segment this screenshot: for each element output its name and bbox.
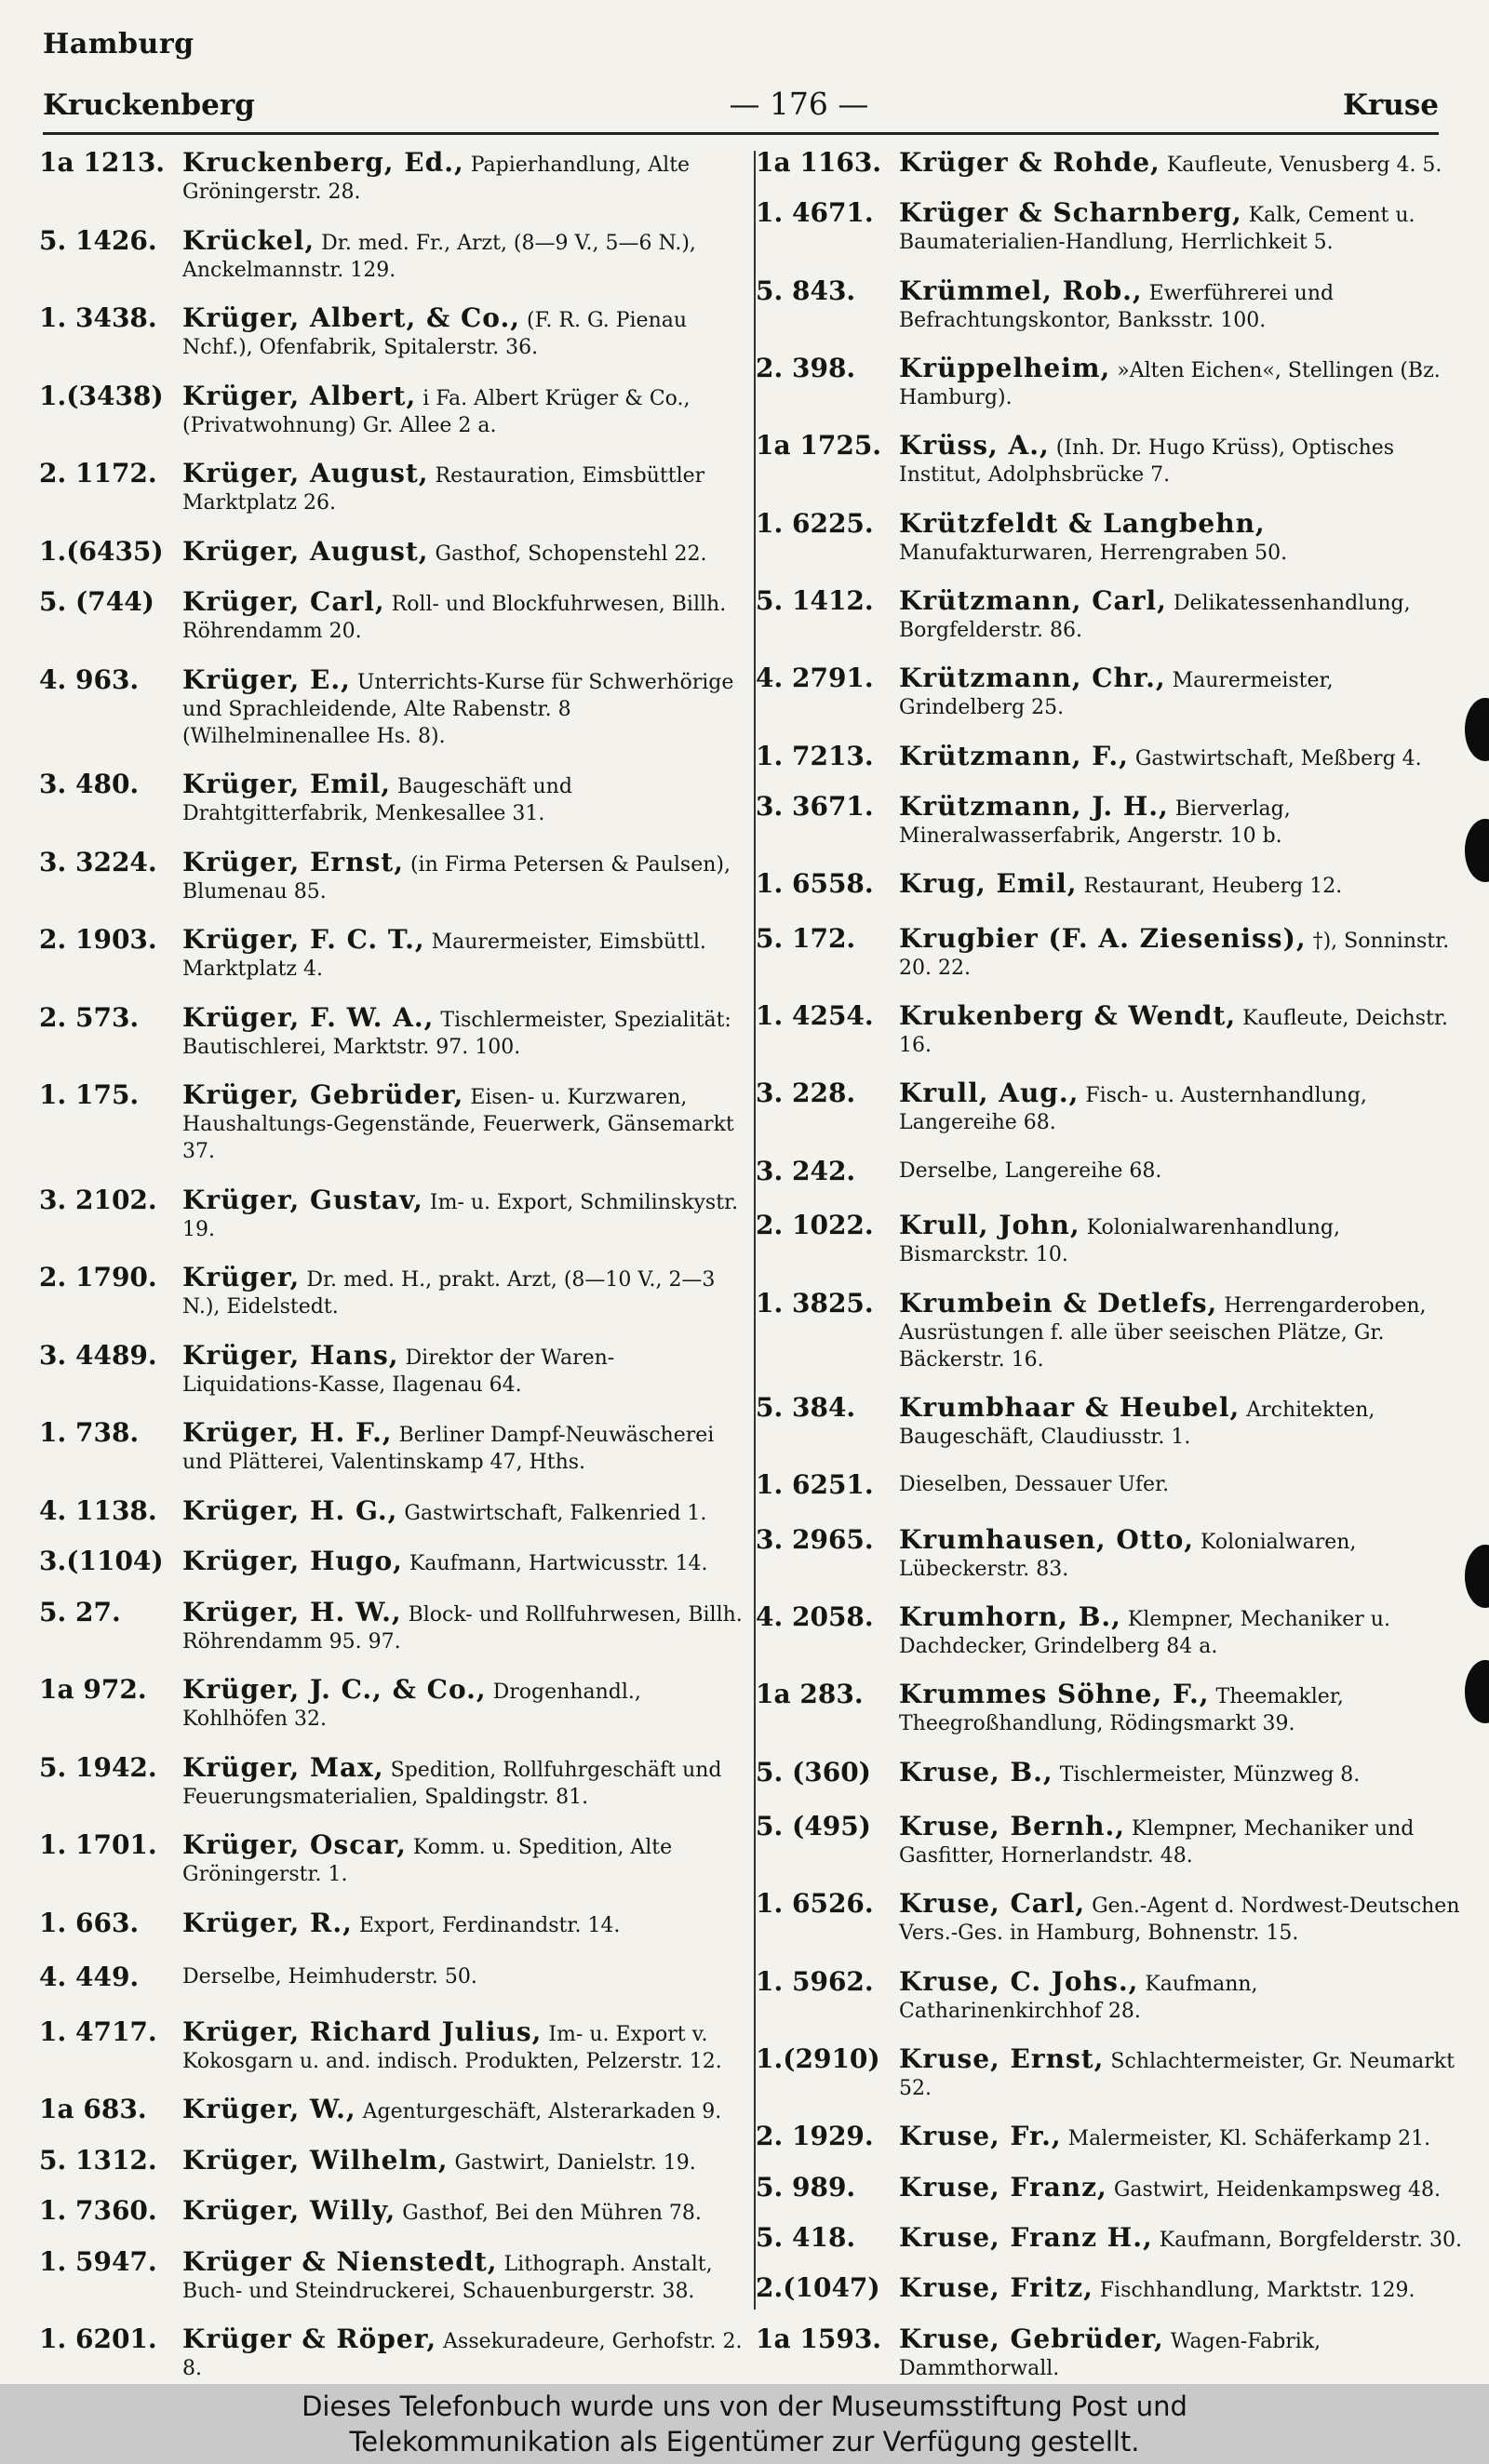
directory-entry [39,1339,748,1399]
directory-entry [756,507,1465,567]
phone-number: 1a 972. [39,1674,147,1705]
directory-entry [756,922,1465,982]
phone-number: 5. 418. [756,2221,856,2253]
subscriber-name: Krüger, Hans, [182,1339,399,1371]
running-header [43,86,1439,122]
subscriber-name: Krüger, H. F., [182,1417,393,1448]
subscriber-details: Fisch- u. Austernhandlung, Langereihe 68. [899,1084,1367,1135]
subscriber-name: Krüger, J. C., & Co., [182,1674,487,1705]
phone-number: 5. 384. [756,1391,856,1423]
subscriber-name: Krüger, Gustav, [182,1184,423,1215]
directory-entry [39,1081,748,1165]
directory-entry [39,2245,748,2305]
directory-entry [39,1909,748,1943]
subscriber-name: Krull, John, [899,1210,1080,1241]
phone-number: 5. 1426. [39,224,157,256]
subscriber-details: Derselbe, Langereihe 68. [899,1158,1162,1183]
phone-number: 5. 1942. [39,1751,157,1783]
phone-number: 1a 683. [39,2094,147,2124]
directory-entry [39,926,748,983]
directory-entry [756,1002,1465,1059]
subscriber-name: Krüger, Hugo, [182,1546,403,1576]
directory-entry [756,664,1465,721]
subscriber-details: Delikatessenhandlung, Borgfelderstr. 86. [899,592,1411,643]
phone-number: 4. 1138. [39,1494,157,1526]
subscriber-details: Gastwirt, Heidenkampsweg 48. [1113,2177,1441,2202]
subscriber-details: Dr. med. Fr., Arzt, (8—9 V., 5—6 N.), Anckelmannstr. 129. [182,231,696,282]
directory-entry [39,663,748,750]
directory-entry [756,793,1465,850]
directory-entry [39,382,748,439]
first-entry-heading: Kruckenberg [43,88,255,122]
subscriber-details: Architekten, Baugeschäft, Claudiusstr. 1. [899,1398,1375,1449]
subscriber-name: Kruse, Franz H., [899,2221,1153,2253]
directory-entry [756,2221,1465,2254]
subscriber-name: Krüger & Scharnberg, [899,197,1242,229]
directory-entry [756,355,1465,411]
subscriber-name: Krützmann, F., [899,740,1129,771]
city-heading: Hamburg [43,28,195,60]
phone-number: 1a 283. [756,1679,864,1710]
subscriber-details: Restaurant, Heuberg 12. [1083,875,1343,899]
phone-number: 1. 1701. [39,1829,157,1860]
phone-number: 4. 2791. [756,663,874,694]
phone-number: 2. 1929. [756,2121,874,2152]
page-number: — 176 — [729,86,869,122]
phone-number: 1. 4717. [39,2015,157,2047]
phone-number: 1. 3825. [756,1287,874,1319]
subscriber-name: Krüger & Röper, [182,2323,437,2354]
subscriber-details: Direktor der Waren-Liquidations-Kasse, Ilagenau 64. [182,1346,615,1397]
phone-number: 3. 4489. [39,1339,157,1371]
phone-number: 5. 1312. [39,2144,157,2176]
subscriber-details: Ewerführerei und Befrachtungskontor, Banksstr. 100. [899,281,1335,332]
subscriber-details: Kalk, Cement u. Baumaterialien-Handlung, Herrlichkeit 5. [899,204,1415,255]
subscriber-name: Krüger, F. C. T., [182,924,425,955]
subscriber-details: (in Firma Petersen & Paulsen), Blumenau 85. [182,852,731,904]
directory-entry [39,460,748,516]
subscriber-name: Krüger, August, [182,535,429,567]
phone-number: 3. 2965. [756,1523,874,1555]
directory-entry [39,1831,748,1888]
subscriber-name: Krüger, H. G., [182,1494,398,1526]
directory-entry [39,2197,748,2227]
subscriber-details: Fischhandlung, Marktstr. 129. [1099,2279,1415,2303]
directory-entry [39,304,748,361]
subscriber-details: Im- u. Export v. Kokosgarn u. and. indisch. Produkten, Pelzerstr. 12. [182,2022,722,2073]
subscriber-details: Komm. u. Spedition, Alte Gröningerstr. 1. [182,1836,673,1886]
subscriber-details: Wagen-Fabrik, Dammthorwall. [899,2329,1321,2380]
subscriber-name: Krüger, F. W. A., [182,1001,435,1033]
directory-entry [39,588,748,645]
subscriber-details: Im- u. Export, Schmilinskystr. 19. [182,1190,739,1241]
phone-number: 2. 1790. [39,1262,157,1292]
directory-entry [756,1391,1465,1451]
subscriber-name: Krüger, Albert, [182,380,417,411]
directory-entry [756,2123,1465,2152]
subscriber-details: Maurermeister, Eimsbüttl. Marktplatz 4. [182,931,706,981]
subscriber-details: Klempner, Mechaniker u. Dachdecker, Grindelberg 84 a. [899,1607,1390,1658]
subscriber-details: Tischlermeister, Spezialität: Bautischlerei, Marktstr. 97. 100. [182,1008,731,1059]
subscriber-name: Kruckenberg, Ed., [182,147,464,178]
subscriber-name: Kruse, Fritz, [899,2272,1093,2304]
subscriber-name: Kruse, B., [899,1756,1053,1788]
directory-entry [756,432,1465,489]
subscriber-name: Krugbier (F. A. Zieseniss), [899,922,1307,954]
subscriber-name: Krumbein & Detlefs, [899,1287,1218,1319]
directory-entry [39,2015,748,2075]
directory-entry [39,2325,748,2382]
subscriber-details: (F. R. G. Pienau Nchf.), Ofenfabrik, Spitalerstr. 36. [182,309,688,359]
subscriber-details: Papierhandlung, Alte Gröningerstr. 28. [182,154,691,204]
phone-number: 3.(1104) [39,1546,164,1576]
directory-entry [756,870,1465,904]
subscriber-details: Gastwirtschaft, Meßberg 4. [1134,746,1422,770]
directory-entry [756,587,1465,644]
subscriber-details: Lithograph. Anstalt, Buch- und Steindruckerei, Schauenburgerstr. 38. [182,2252,713,2303]
directory-entry [756,1212,1465,1268]
phone-number: 3. 480. [39,769,140,799]
subscriber-details: Kaufmann, Borgfelderstr. 30. [1159,2228,1462,2252]
subscriber-details: Unterrichts-Kurse für Schwerhörige und Sprachleidende, Alte Rabenstr. 8 (Wilhelminenallee Hs. 8). [182,670,734,748]
subscriber-name: Krumbhaar & Heubel, [899,1391,1241,1423]
phone-number: 5. (360) [756,1756,871,1788]
phone-number: 1. 4671. [756,197,874,229]
subscriber-details: »Alten Eichen«, Stellingen (Bz. Hamburg). [899,359,1441,410]
subscriber-name: Kruse, Franz, [899,2171,1107,2203]
phone-number: 1. 6251. [756,1469,874,1501]
directory-entry [39,1001,748,1061]
subscriber-details: Gastwirtschaft, Falkenried 1. [404,1501,707,1525]
directory-entry [39,1264,748,1320]
phone-number: 1a 1725. [756,430,882,462]
subscriber-name: Krüger, E., [182,663,351,695]
subscriber-name: Krukenberg & Wendt, [899,1000,1237,1032]
phone-number: 5. 989. [756,2171,856,2203]
directory-entry [756,1471,1465,1505]
subscriber-details: Herrengarderoben, Ausrüstungen f. alle über seeischen Plätze, Gr. Bäckerstr. 16. [899,1293,1427,1372]
subscriber-name: Kruse, C. Johs., [899,1965,1139,1997]
subscriber-details: Roll- und Blockfuhrwesen, Billh. Röhrendamm 20. [182,593,727,643]
phone-number: 1. 7360. [39,2195,157,2226]
binding-hole [1465,698,1489,761]
phone-number: 1. 5962. [756,1965,874,1997]
subscriber-details: Export, Ferdinandstr. 14. [358,1913,621,1937]
subscriber-name: Krümmel, Rob., [899,275,1143,306]
phone-number: 5. (495) [756,1810,871,1841]
directory-entry [756,199,1465,256]
subscriber-details: Gasthof, Bei den Mühren 78. [402,2202,702,2225]
subscriber-details: Gasthof, Schopenstehl 22. [435,542,707,566]
phone-number: 3. 3671. [756,791,874,823]
phone-number: 2. 573. [39,1001,140,1033]
subscriber-name: Krützmann, J. H., [899,791,1169,823]
subscriber-name: Krüger, Wilhelm, [182,2144,449,2176]
subscriber-details: †), Sonninstr. 20. 22. [899,929,1450,980]
subscriber-name: Kruse, Carl, [899,1888,1086,1920]
phone-number: 2. 1022. [756,1210,874,1241]
subscriber-name: Krummes Söhne, F., [899,1679,1210,1710]
directory-entry [756,1756,1465,1792]
directory-entry [39,1547,748,1577]
header-rule [43,132,1439,135]
directory-entry [39,535,748,568]
subscriber-details: (Inh. Dr. Hugo Krüss), Optisches Institut, Adolphsbrücke 7. [899,436,1395,488]
subscriber-name: Krumhausen, Otto, [899,1523,1195,1555]
phone-number: 1a 1593. [756,2323,882,2354]
subscriber-details: Kolonialwaren, Lübeckerstr. 83. [899,1530,1357,1581]
subscriber-details: Block- und Rollfuhrwesen, Billh. Röhrendamm 95. 97. [182,1602,743,1654]
binding-hole [1465,819,1489,882]
subscriber-details: Dr. med. H., prakt. Arzt, (8—10 V., 2—3 N.), Eidelstedt. [182,1268,716,1319]
phone-number: 2. 1172. [39,458,157,489]
phone-number: 2. 398. [756,353,856,384]
phone-number: 5. 172. [756,922,856,954]
directory-entry [756,149,1465,179]
footer-line-2: Telekommunikation als Eigentümer zur Verfügung gestellt. [349,2426,1140,2457]
subscriber-name: Krüger, R., [182,1907,353,1938]
directory-entry [756,740,1465,772]
left-column [39,149,748,2382]
subscriber-name: Krüger, H. W., [182,1596,402,1627]
subscriber-name: Kruse, Ernst, [899,2042,1105,2074]
subscriber-details: Eisen- u. Kurzwaren, Haushaltungs-Gegenstände, Feuerwerk, Gänsemarkt 37. [182,1086,734,1163]
phone-number: 4. 963. [39,663,140,695]
directory-entry [39,149,748,206]
subscriber-name: Krückel, [182,224,315,256]
phone-number: 1. 6526. [756,1888,874,1920]
subscriber-name: Krüss, A., [899,430,1050,462]
subscriber-name: Krüger, W., [182,2094,356,2124]
directory-entry [756,2171,1465,2203]
subscriber-details: Maurermeister, Grindelberg 25. [899,669,1334,720]
subscriber-name: Kruse, Fr., [899,2121,1062,2152]
directory-entry [756,1810,1465,1869]
phone-number: 3. 3224. [39,846,157,877]
directory-entry [756,1287,1465,1373]
subscriber-details: Bierverlag, Mineralwasserfabrik, Angerstr. 10 b. [899,797,1291,849]
phone-number: 5. 843. [756,275,856,306]
subscriber-details: Malermeister, Kl. Schäferkamp 21. [1067,2127,1431,2151]
subscriber-name: Krüger, Gebrüder, [182,1079,464,1110]
subscriber-details: Dieselben, Dessauer Ufer. [899,1473,1170,1497]
directory-entry [756,2325,1465,2382]
phone-number: 2.(1047) [756,2272,880,2304]
subscriber-details: Gen.-Agent d. Nordwest-Deutschen Vers.-Ges. in Hamburg, Bohnenstr. 15. [899,1895,1460,1946]
phone-number: 1.(3438) [39,380,164,411]
subscriber-name: Krüger, Oscar, [182,1829,407,1860]
subscriber-details: i Fa. Albert Krüger & Co., (Privatwohnung) Gr. Allee 2 a. [182,386,691,437]
directory-entry [756,1681,1465,1737]
subscriber-details: Berliner Dampf-Neuwäscherei und Plätterei, Valentinskamp 47, Hths. [182,1424,715,1474]
subscriber-name: Krüger & Nienstedt, [182,2245,498,2277]
phone-number: 1. 175. [39,1079,140,1110]
binding-hole [1465,1545,1489,1608]
directory-entry [756,1523,1465,1583]
subscriber-details: Assekuradeure, Gerhofstr. 2. 8. [182,2330,743,2380]
phone-number: 1. 6201. [39,2323,157,2354]
subscriber-details: Kaufleute, Venusberg 4. 5. [1166,154,1442,177]
last-entry-heading: Kruse [1343,88,1439,122]
phone-number: 1. 5947. [39,2245,157,2277]
directory-entry [39,770,748,827]
directory-entry [39,2096,748,2125]
subscriber-details: Derselbe, Heimhuderstr. 50. [182,1965,477,1989]
directory-entry [39,1596,748,1655]
phone-number: 1. 6225. [756,507,874,539]
subscriber-details: Gastwirt, Danielstr. 19. [454,2150,696,2175]
subscriber-name: Krüger, [182,1262,301,1292]
phone-number: 1. 663. [39,1907,140,1938]
phone-number: 5. (744) [39,586,154,617]
directory-entry [756,1600,1465,1660]
phone-number: 1.(2910) [756,2042,880,2074]
subscriber-name: Krüppelheim, [899,353,1111,384]
directory-entry [39,2144,748,2176]
directory-entry [39,1494,748,1527]
phone-number: 5. 27. [39,1596,121,1627]
directory-entry [756,1079,1465,1136]
subscriber-details: Drogenhandl., Kohlhöfen 32. [182,1681,641,1731]
subscriber-name: Krull, Aug., [899,1078,1080,1109]
directory-entry [756,1155,1465,1191]
phone-number: 3. 228. [756,1078,856,1109]
phone-number: 1. 3438. [39,302,157,333]
subscriber-details: Kaufleute, Deichstr. 16. [899,1007,1448,1058]
directory-entry [39,1676,748,1733]
right-column [756,149,1465,2382]
directory-entry [756,2042,1465,2102]
subscriber-details: Restauration, Eimsbüttler Marktplatz 26. [182,464,705,515]
subscriber-details: Spedition, Rollfuhrgeschäft und Feuerungsmaterialien, Spaldingstr. 81. [182,1758,722,1809]
subscriber-name: Krüger, Albert, & Co., [182,302,520,333]
phone-number: 5. 1412. [756,585,874,617]
phone-number: 4. 2058. [756,1600,874,1632]
phone-number: 4. 449. [39,1962,140,1992]
subscriber-name: Krützfeldt & Langbehn, [899,507,1266,539]
phone-number: 1.(6435) [39,535,164,567]
directory-entry [756,2274,1465,2304]
phone-number: 1. 4254. [756,1000,874,1032]
subscriber-name: Krüger, Willy, [182,2195,396,2226]
subscriber-details: Manufakturwaren, Herrengraben 50. [899,541,1288,565]
subscriber-details: Klempner, Mechaniker und Gasfitter, Hornerlandstr. 48. [899,1816,1415,1868]
directory-entry [39,846,748,905]
subscriber-name: Krüger, Richard Julius, [182,2015,543,2047]
subscriber-name: Krumhorn, B., [899,1600,1121,1632]
phone-number: 1. 6558. [756,868,874,900]
directory-entry [39,224,748,284]
subscriber-name: Krug, Emil, [899,868,1078,900]
phone-number: 1. 738. [39,1417,140,1448]
phone-number: 1a 1163. [756,147,882,178]
subscriber-name: Krüger, August, [182,458,429,489]
directory-entry [39,1419,748,1476]
subscriber-name: Krüger, Ernst, [182,846,404,877]
phone-number: 1a 1213. [39,147,166,178]
directory-entry [39,1751,748,1811]
phone-number: 1. 7213. [756,740,874,771]
phone-number: 3. 2102. [39,1184,157,1215]
subscriber-name: Krützmann, Chr., [899,663,1166,694]
subscriber-name: Krüger, Max, [182,1751,384,1783]
subscriber-details: Tischlermeister, Münzweg 8. [1059,1762,1361,1787]
subscriber-details: Kaufmann, Hartwicusstr. 14. [409,1552,708,1575]
subscriber-name: Kruse, Bernh., [899,1810,1125,1841]
subscriber-name: Krüger & Rohde, [899,147,1160,178]
subscriber-details: Schlachtermeister, Gr. Neumarkt 52. [899,2049,1455,2100]
subscriber-name: Krüger, Emil, [182,769,392,799]
phone-number: 3. 242. [756,1155,856,1186]
subscriber-name: Krützmann, Carl, [899,585,1167,617]
footer-attribution [0,2384,1489,2464]
footer-line-1: Dieses Telefonbuch wurde uns von der Museumsstiftung Post und [302,2390,1187,2422]
subscriber-details: Baugeschäft und Drahtgitterfabrik, Menkesallee 31. [182,775,572,825]
subscriber-details: Kolonialwarenhandlung, Bismarckstr. 10. [899,1216,1340,1267]
directory-entry [756,1965,1465,2025]
directory-entry [39,1963,748,1997]
subscriber-name: Kruse, Gebrüder, [899,2323,1164,2354]
binding-hole [1465,1660,1489,1723]
subscriber-details: Theemakler, Theegroßhandlung, Rödingsmarkt 39. [899,1685,1344,1736]
directory-entry [756,1890,1465,1947]
subscriber-details: Kaufmann, Catharinenkirchhof 28. [899,1972,1258,2023]
phone-number: 2. 1903. [39,924,157,955]
directory-entry [756,277,1465,334]
directory-entry [39,1186,748,1243]
subscriber-details: Agenturgeschäft, Alsterarkaden 9. [362,2100,722,2123]
subscriber-name: Krüger, Carl, [182,586,385,617]
